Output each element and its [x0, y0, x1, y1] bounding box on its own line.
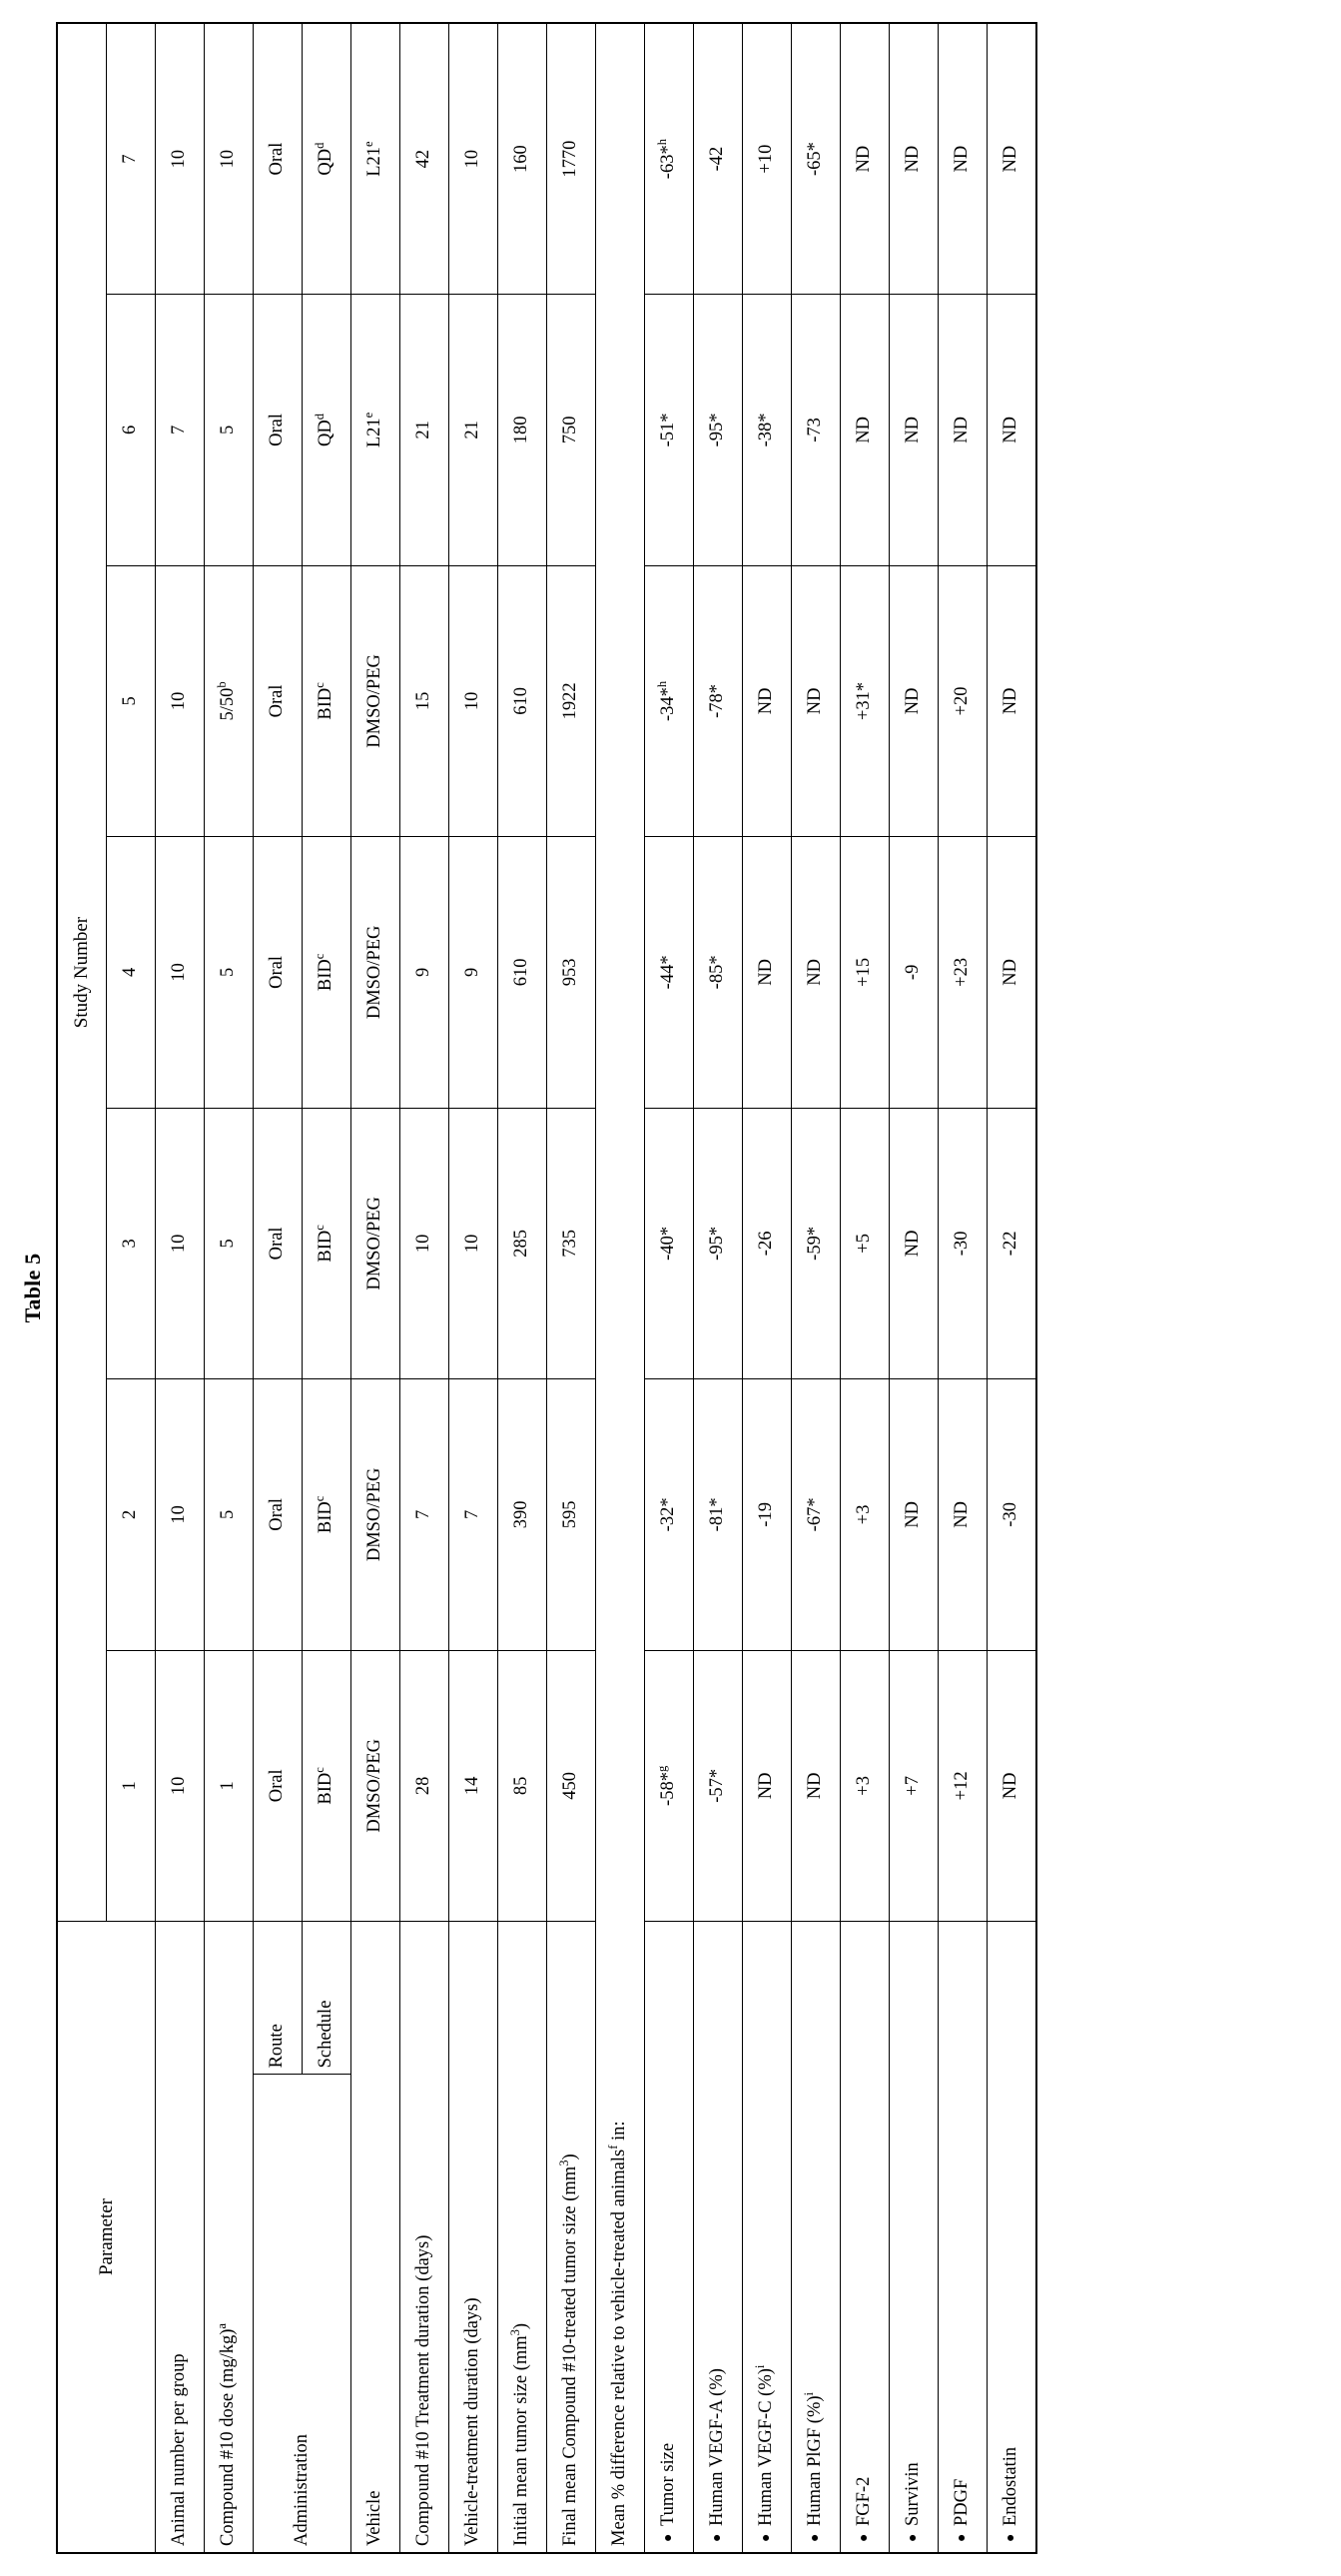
cell-endostatin-3: -22 [988, 1108, 1037, 1378]
cell-tumor-size-diff-1 [645, 1650, 694, 1921]
cell-schedule-7-text: QD [316, 148, 336, 176]
table-row [547, 23, 596, 2553]
cell-tumor-size-diff-1-text: -58* [658, 1772, 679, 1806]
cell-vegf-a-1: -57* [694, 1650, 743, 1921]
cell-plgf-3: -59* [792, 1108, 841, 1378]
cell-initial-tumor-4: 610 [498, 837, 547, 1108]
table-row [792, 23, 841, 2553]
study-number-3: 3 [107, 1108, 156, 1378]
study-number-1: 1 [107, 1650, 156, 1921]
cell-dose-5-text: 5/50 [218, 687, 239, 721]
cell-vegf-a-5: -78* [694, 565, 743, 836]
cell-dose-3: 5 [205, 1108, 254, 1378]
cell-survivin-7: ND [890, 23, 939, 295]
cell-survivin-2: ND [890, 1379, 939, 1650]
row-label-endostatin-text: Endostatin [1001, 2446, 1021, 2526]
cell-pdgf-5: +20 [939, 565, 988, 836]
cell-schedule-1-text: BID [316, 1772, 336, 1805]
footnote-marker-h: h [655, 680, 670, 688]
cell-tumor-size-diff-3: -40* [645, 1108, 694, 1378]
table-title: Table 5 [20, 1253, 45, 1323]
cell-vehicle-7-text: L21 [364, 146, 385, 177]
cell-schedule-6 [303, 295, 351, 565]
cell-animal-number-4: 10 [156, 837, 205, 1108]
cell-plgf-5: ND [792, 565, 841, 836]
cell-fgf2-4: +15 [841, 837, 890, 1108]
header-parameter: Parameter [57, 1922, 156, 2553]
cell-plgf-2: -67* [792, 1379, 841, 1650]
section-note [596, 23, 645, 2553]
row-label-animal-number: Animal number per group [156, 1922, 205, 2553]
cell-animal-number-1: 10 [156, 1650, 205, 1921]
cell-pdgf-7: ND [939, 23, 988, 295]
footnote-marker-c: c [313, 682, 328, 688]
row-label-final-tumor-size-text: Final mean Compound #10-treated tumor size (mm [560, 2165, 581, 2546]
row-label-compound-dose [205, 1922, 254, 2553]
table-row [498, 23, 547, 2553]
bullet-icon: ● [758, 2533, 774, 2542]
cell-route-6: Oral [254, 295, 303, 565]
cell-fgf2-2: +3 [841, 1379, 890, 1650]
cell-tumor-size-diff-7-text: -63* [658, 145, 679, 180]
cell-plgf-1: ND [792, 1650, 841, 1921]
table-row [351, 23, 400, 2553]
cell-vehicle-5: DMSO/PEG [351, 565, 400, 836]
row-label-vehicle: Vehicle [351, 1922, 400, 2553]
table-header-row-group [57, 23, 107, 2553]
table-row [449, 23, 498, 2553]
study-number-5: 5 [107, 565, 156, 836]
cell-schedule-5 [303, 565, 351, 836]
row-label-vegf-a-text: Human VEGF-A (%) [707, 2368, 728, 2526]
table-row [988, 23, 1037, 2553]
row-label-pdgf-text: PDGF [952, 2478, 973, 2526]
cell-final-tumor-7: 1770 [547, 23, 596, 295]
study-number-6: 6 [107, 295, 156, 565]
table-row [205, 23, 254, 2553]
cell-vegf-a-4: -85* [694, 837, 743, 1108]
table-row [841, 23, 890, 2553]
superscript-cubed: 3 [557, 2159, 572, 2166]
row-label-fgf2 [841, 1922, 890, 2553]
cell-final-tumor-3: 735 [547, 1108, 596, 1378]
row-label-initial-tumor-size-text: Initial mean tumor size (mm [511, 2335, 532, 2546]
cell-schedule-2-text: BID [316, 1501, 336, 1534]
cell-dose-4: 5 [205, 837, 254, 1108]
section-note-tail: in: [609, 2121, 630, 2146]
cell-vehicle-duration-5: 10 [449, 565, 498, 836]
table-row [890, 23, 939, 2553]
table-row [743, 23, 792, 2553]
section-note-text: Mean % difference relative to vehicle-treated animals [609, 2148, 630, 2546]
header-study-number: Study Number [57, 23, 107, 1922]
row-sublabel-route: Route [254, 1922, 303, 2075]
row-label-survivin [890, 1922, 939, 2553]
cell-survivin-6: ND [890, 295, 939, 565]
cell-final-tumor-1: 450 [547, 1650, 596, 1921]
cell-vegf-c-7: +10 [743, 23, 792, 295]
table-row [939, 23, 988, 2553]
cell-route-4: Oral [254, 837, 303, 1108]
row-label-survivin-text: Survivin [903, 2462, 924, 2526]
row-label-endostatin [988, 1922, 1037, 2553]
cell-route-1: Oral [254, 1650, 303, 1921]
footnote-marker-c: c [313, 1495, 328, 1502]
cell-schedule-3-text: BID [316, 1230, 336, 1263]
cell-final-tumor-2: 595 [547, 1379, 596, 1650]
cell-vehicle-duration-2: 7 [449, 1379, 498, 1650]
cell-treatment-duration-7: 42 [400, 23, 449, 295]
study-number-2: 2 [107, 1379, 156, 1650]
cell-pdgf-6: ND [939, 295, 988, 565]
table-row [400, 23, 449, 2553]
cell-initial-tumor-6: 180 [498, 295, 547, 565]
cell-animal-number-3: 10 [156, 1108, 205, 1378]
cell-dose-5 [205, 565, 254, 836]
footnote-marker-c: c [313, 953, 328, 960]
cell-vegf-c-1: ND [743, 1650, 792, 1921]
footnote-marker-d: d [313, 142, 328, 149]
cell-vegf-c-3: -26 [743, 1108, 792, 1378]
cell-tumor-size-diff-6: -51* [645, 295, 694, 565]
cell-vehicle-2: DMSO/PEG [351, 1379, 400, 1650]
cell-vehicle-6 [351, 295, 400, 565]
row-label-final-tumor-size [547, 1922, 596, 2553]
cell-final-tumor-6: 750 [547, 295, 596, 565]
cell-treatment-duration-1: 28 [400, 1650, 449, 1921]
cell-route-5: Oral [254, 565, 303, 836]
row-label-initial-tumor-size-tail: ) [511, 2322, 532, 2330]
cell-vegf-c-4: ND [743, 837, 792, 1108]
bullet-icon: ● [709, 2533, 725, 2542]
cell-vehicle-7 [351, 23, 400, 295]
cell-route-3: Oral [254, 1108, 303, 1378]
cell-vehicle-3: DMSO/PEG [351, 1108, 400, 1378]
cell-fgf2-6: ND [841, 295, 890, 565]
bullet-icon: ● [660, 2533, 676, 2542]
row-label-plgf-text: Human PlGF (%) [805, 2395, 826, 2526]
cell-treatment-duration-5: 15 [400, 565, 449, 836]
cell-pdgf-3: -30 [939, 1108, 988, 1378]
table-row [694, 23, 743, 2553]
study-number-4: 4 [107, 837, 156, 1108]
cell-schedule-3 [303, 1108, 351, 1378]
cell-fgf2-1: +3 [841, 1650, 890, 1921]
cell-vegf-c-2: -19 [743, 1379, 792, 1650]
cell-treatment-duration-4: 9 [400, 837, 449, 1108]
row-label-compound-dose-text: Compound #10 dose (mg/kg) [218, 2328, 239, 2546]
row-label-tumor-size-diff-text: Tumor size [658, 2442, 679, 2526]
table-row [254, 23, 303, 2553]
cell-animal-number-2: 10 [156, 1379, 205, 1650]
footnote-marker-d: d [313, 413, 328, 421]
footnote-marker-h: h [655, 138, 670, 146]
footnote-marker-f: f [606, 2145, 621, 2149]
table-row [156, 23, 205, 2553]
bullet-icon: ● [905, 2533, 921, 2542]
cell-endostatin-4: ND [988, 837, 1037, 1108]
cell-schedule-5-text: BID [316, 687, 336, 720]
cell-vegf-c-5: ND [743, 565, 792, 836]
cell-vegf-a-3: -95* [694, 1108, 743, 1378]
data-table [56, 22, 1037, 2554]
row-sublabel-schedule: Schedule [303, 1922, 351, 2075]
cell-dose-2: 5 [205, 1379, 254, 1650]
cell-schedule-1 [303, 1650, 351, 1921]
cell-survivin-3: ND [890, 1108, 939, 1378]
footnote-marker-i: i [753, 2364, 768, 2369]
cell-endostatin-7: ND [988, 23, 1037, 295]
study-number-7: 7 [107, 23, 156, 295]
cell-treatment-duration-6: 21 [400, 295, 449, 565]
cell-schedule-2 [303, 1379, 351, 1650]
cell-treatment-duration-3: 10 [400, 1108, 449, 1378]
cell-survivin-1: +7 [890, 1650, 939, 1921]
cell-tumor-size-diff-2: -32* [645, 1379, 694, 1650]
row-label-treatment-duration: Compound #10 Treatment duration (days) [400, 1922, 449, 2553]
cell-plgf-6: -73 [792, 295, 841, 565]
cell-final-tumor-5: 1922 [547, 565, 596, 836]
row-label-pdgf [939, 1922, 988, 2553]
row-label-initial-tumor-size [498, 1922, 547, 2553]
cell-vehicle-duration-3: 10 [449, 1108, 498, 1378]
cell-vehicle-1: DMSO/PEG [351, 1650, 400, 1921]
cell-animal-number-7: 10 [156, 23, 205, 295]
cell-pdgf-1: +12 [939, 1650, 988, 1921]
cell-initial-tumor-2: 390 [498, 1379, 547, 1650]
cell-animal-number-6: 7 [156, 295, 205, 565]
cell-vehicle-duration-4: 9 [449, 837, 498, 1108]
cell-pdgf-2: ND [939, 1379, 988, 1650]
row-label-vegf-c [743, 1922, 792, 2553]
row-label-plgf [792, 1922, 841, 2553]
cell-schedule-7 [303, 23, 351, 295]
cell-final-tumor-4: 953 [547, 837, 596, 1108]
footnote-marker-c: c [313, 1767, 328, 1773]
cell-route-7: Oral [254, 23, 303, 295]
cell-vehicle-duration-7: 10 [449, 23, 498, 295]
footnote-marker-g: g [655, 1765, 670, 1773]
row-label-tumor-size-diff [645, 1922, 694, 2553]
row-label-vehicle-duration: Vehicle-treatment duration (days) [449, 1922, 498, 2553]
cell-plgf-4: ND [792, 837, 841, 1108]
cell-plgf-7: -65* [792, 23, 841, 295]
cell-vegf-a-2: -81* [694, 1379, 743, 1650]
footnote-marker-e: e [361, 141, 376, 147]
cell-dose-6: 5 [205, 295, 254, 565]
cell-fgf2-3: +5 [841, 1108, 890, 1378]
cell-animal-number-5: 10 [156, 565, 205, 836]
cell-endostatin-2: -30 [988, 1379, 1037, 1650]
cell-initial-tumor-7: 160 [498, 23, 547, 295]
cell-vehicle-duration-1: 14 [449, 1650, 498, 1921]
footnote-marker-c: c [313, 1225, 328, 1231]
bullet-icon: ● [1003, 2533, 1018, 2542]
cell-initial-tumor-5: 610 [498, 565, 547, 836]
cell-dose-7: 10 [205, 23, 254, 295]
row-label-final-tumor-size-tail: ) [560, 2153, 581, 2160]
cell-route-2: Oral [254, 1379, 303, 1650]
cell-vegf-a-7: -42 [694, 23, 743, 295]
bullet-icon: ● [856, 2533, 872, 2542]
superscript-cubed: 3 [508, 2329, 523, 2336]
cell-tumor-size-diff-5 [645, 565, 694, 836]
footnote-marker-e: e [361, 412, 376, 419]
cell-initial-tumor-3: 285 [498, 1108, 547, 1378]
bullet-icon: ● [954, 2533, 970, 2542]
row-label-administration: Administration [254, 2075, 351, 2553]
cell-schedule-6-text: QD [316, 420, 336, 446]
table-section-note-row [596, 23, 645, 2553]
bullet-icon: ● [807, 2533, 823, 2542]
row-label-vegf-c-text: Human VEGF-C (%) [756, 2368, 777, 2526]
cell-endostatin-5: ND [988, 565, 1037, 836]
cell-vegf-a-6: -95* [694, 295, 743, 565]
cell-vehicle-4: DMSO/PEG [351, 837, 400, 1108]
cell-pdgf-4: +23 [939, 837, 988, 1108]
cell-vehicle-duration-6: 21 [449, 295, 498, 565]
footnote-marker-b: b [215, 681, 230, 688]
cell-survivin-4: -9 [890, 837, 939, 1108]
cell-fgf2-7: ND [841, 23, 890, 295]
footnote-marker-a: a [215, 2323, 230, 2329]
cell-dose-1: 1 [205, 1650, 254, 1921]
row-label-fgf2-text: FGF-2 [854, 2476, 875, 2526]
cell-schedule-4-text: BID [316, 959, 336, 992]
cell-endostatin-1: ND [988, 1650, 1037, 1921]
footnote-marker-i: i [802, 2391, 817, 2396]
cell-tumor-size-diff-4: -44* [645, 837, 694, 1108]
cell-treatment-duration-2: 7 [400, 1379, 449, 1650]
cell-vegf-c-6: -38* [743, 295, 792, 565]
row-label-vegf-a [694, 1922, 743, 2553]
cell-tumor-size-diff-7 [645, 23, 694, 295]
cell-initial-tumor-1: 85 [498, 1650, 547, 1921]
cell-schedule-4 [303, 837, 351, 1108]
cell-vehicle-6-text: L21 [364, 418, 385, 448]
cell-tumor-size-diff-5-text: -34* [658, 687, 679, 722]
cell-fgf2-5: +31* [841, 565, 890, 836]
table-row [645, 23, 694, 2553]
cell-endostatin-6: ND [988, 295, 1037, 565]
cell-survivin-5: ND [890, 565, 939, 836]
